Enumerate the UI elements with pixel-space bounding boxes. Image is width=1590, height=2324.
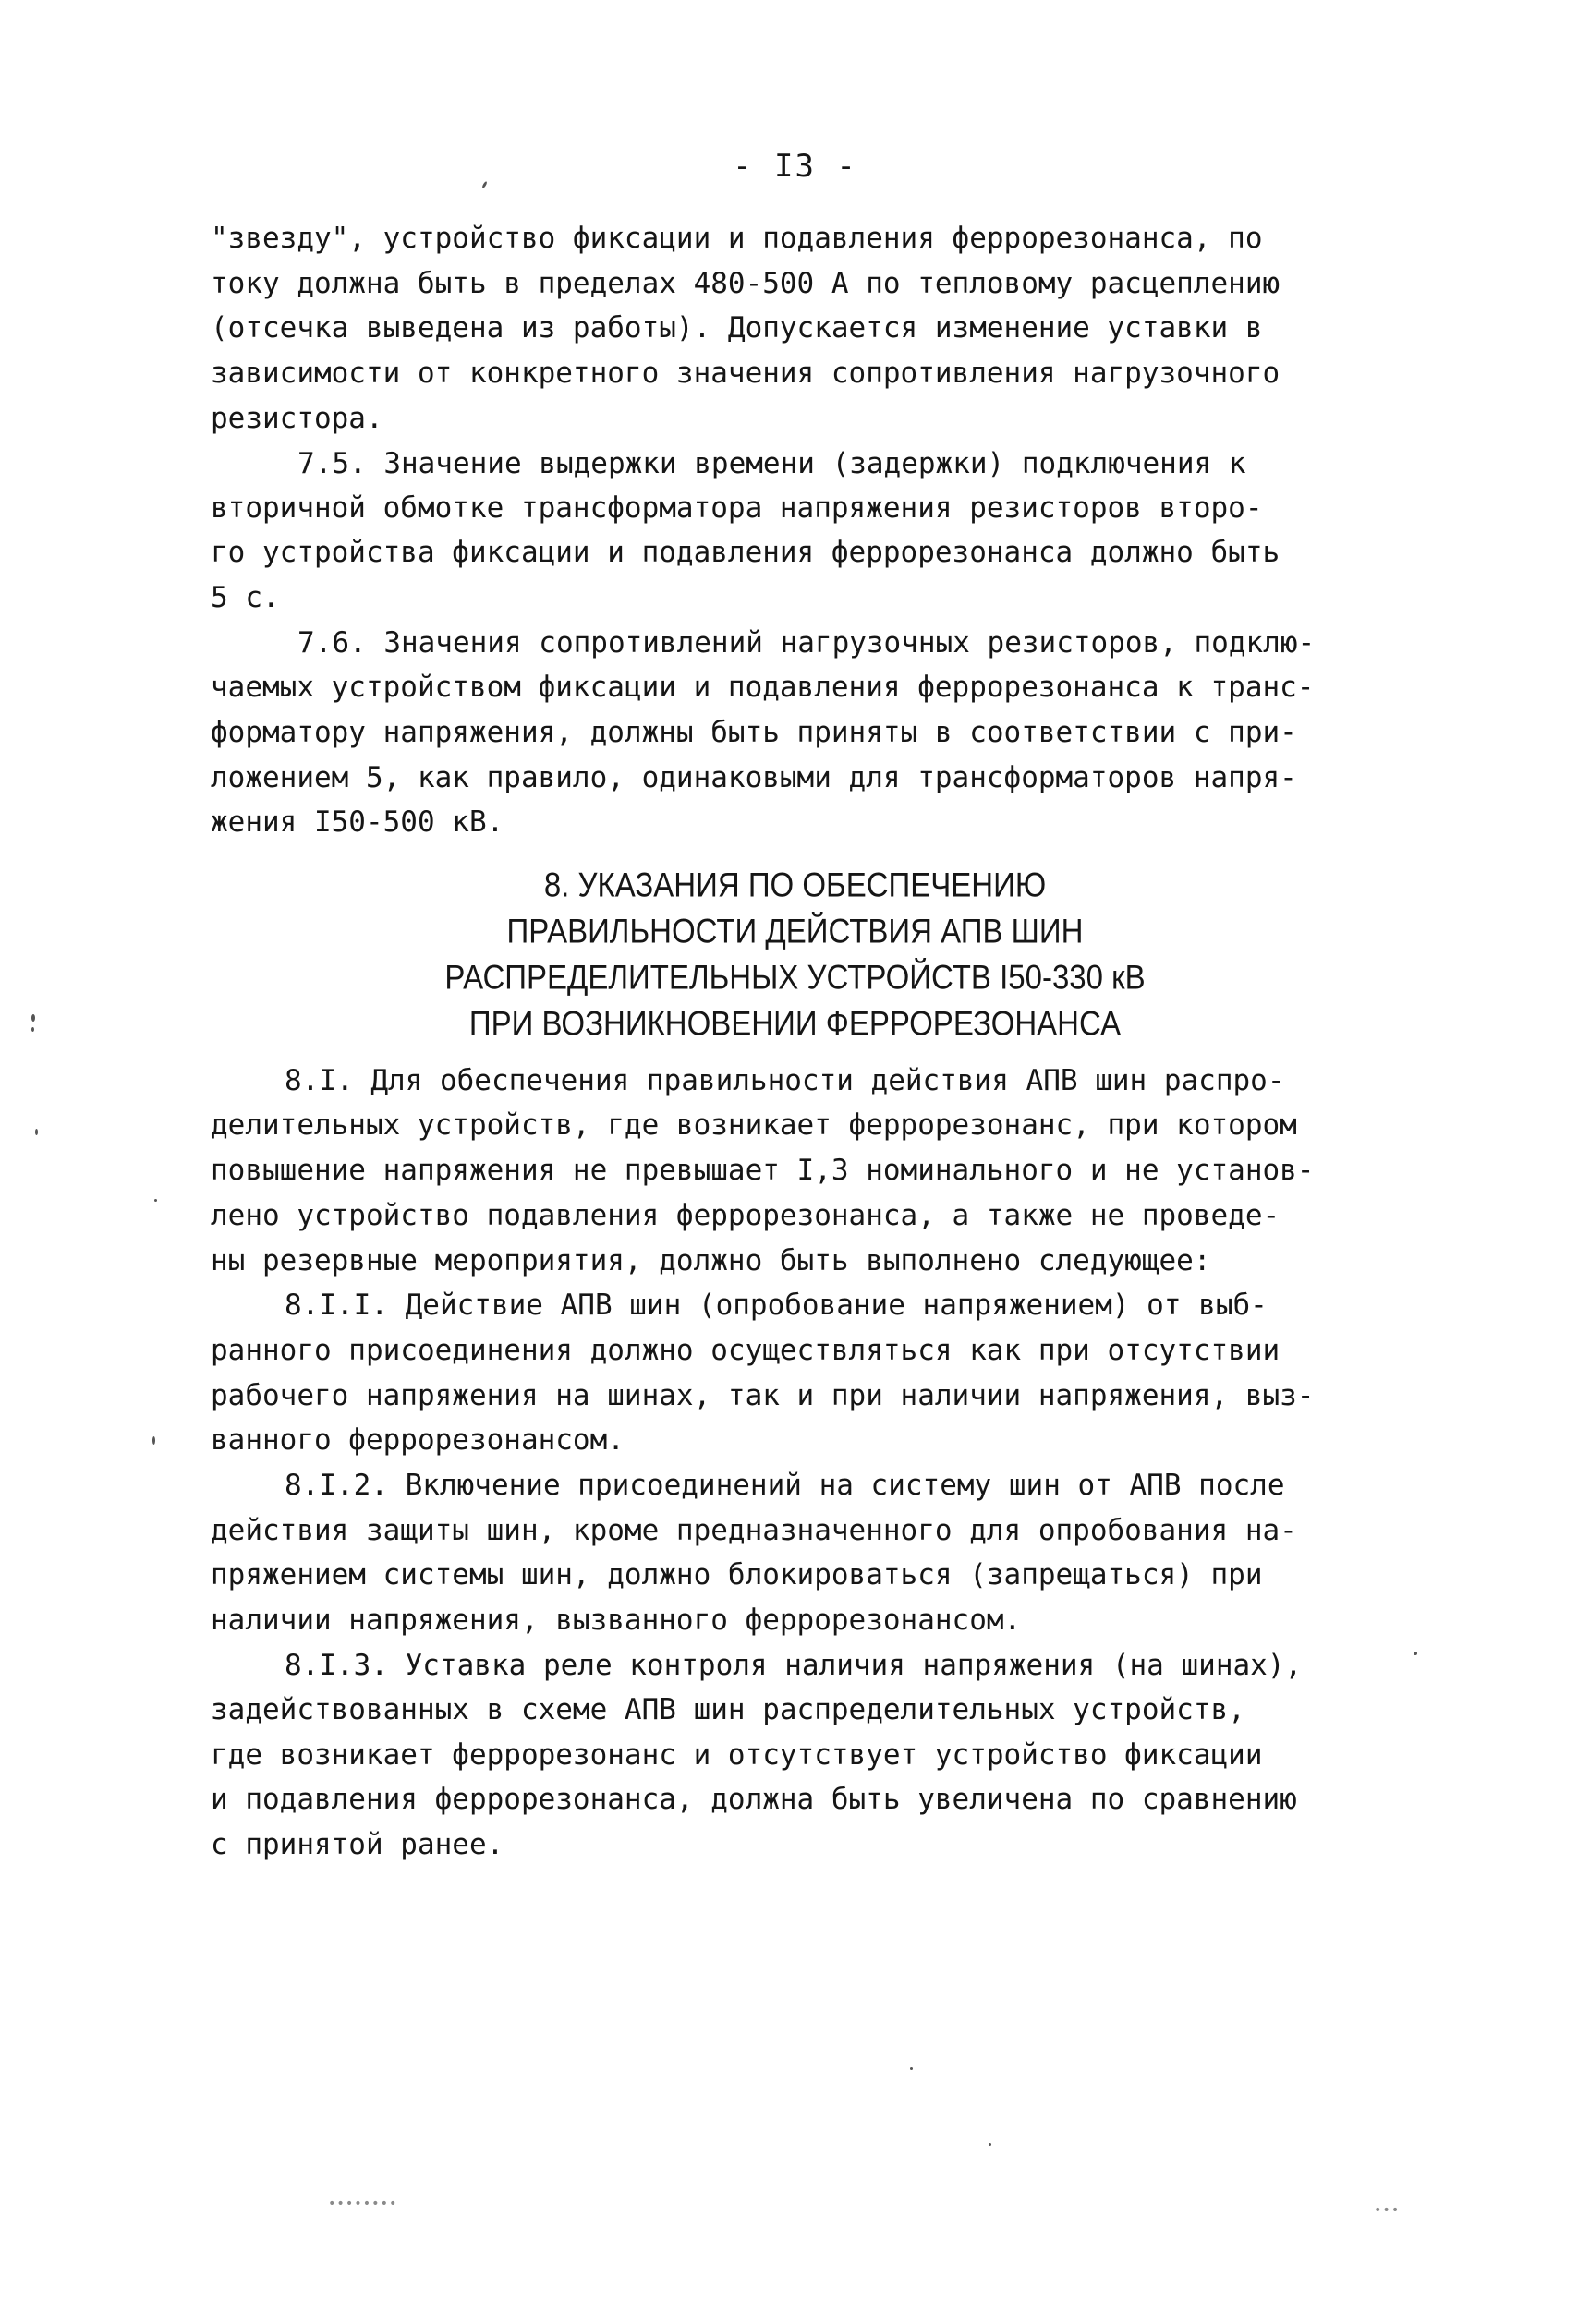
- text-line: вторичной обмотке трансформатора напряжения резисторов второ-: [211, 491, 1263, 525]
- scan-speck: [35, 1129, 38, 1135]
- text-line: "звезду", устройство фиксации и подавления феррорезонанса, по: [211, 222, 1263, 255]
- text-line: повышение напряжения не превышает I,3 номинального и не установ-: [211, 1154, 1315, 1187]
- text-line: 7.5. Значение выдержки времени (задержки) подключения к: [297, 447, 1246, 480]
- text-line: и подавления феррорезонанса, должна быть увеличена по сравнению: [211, 1783, 1297, 1816]
- text-line: зависимости от конкретного значения сопротивления нагрузочного: [211, 357, 1280, 390]
- text-line: ранного присоединения должно осуществляться как при отсутствии: [211, 1334, 1280, 1367]
- section-heading-line: РАСПРЕДЕЛИТЕЛЬНЫХ УСТРОЙСТВ I50-330 кВ: [444, 957, 1146, 997]
- text-line: задействованных в схеме АПВ шин распределительных устройств,: [211, 1693, 1245, 1726]
- section-heading-line: ПРАВИЛЬНОСТИ ДЕЙСТВИЯ АПВ ШИН: [506, 911, 1084, 950]
- text-line: ны резервные мероприятия, должно быть выполнено следующее:: [211, 1244, 1211, 1277]
- text-line: действия защиты шин, кроме предназначенного для опробования на-: [211, 1514, 1297, 1547]
- text-line: 5 с.: [211, 581, 280, 614]
- text-line: ложением 5, как правило, одинаковыми для трансформаторов напря-: [211, 761, 1297, 794]
- scan-speck: [989, 2143, 991, 2146]
- text-line: ванного феррорезонансом.: [211, 1423, 625, 1457]
- text-line: наличии напряжения, вызванного феррорезонансом.: [211, 1604, 1022, 1637]
- text-line: (отсечка выведена из работы). Допускается изменение уставки в: [211, 311, 1263, 345]
- text-line: рабочего напряжения на шинах, так и при наличии напряжения, выз-: [211, 1379, 1315, 1412]
- section-heading-line: 8. УКАЗАНИЯ ПО ОБЕСПЕЧЕНИЮ: [543, 865, 1047, 904]
- text-line: жения I50-500 кВ.: [211, 805, 504, 839]
- text-line: где возникает феррорезонанс и отсутствует устройство фиксации: [211, 1738, 1263, 1772]
- text-line: току должна быть в пределах 480-500 А по тепловому расцеплению: [211, 267, 1280, 300]
- scan-speck: [152, 1436, 155, 1445]
- scan-smudge: ••••••••: [328, 2197, 398, 2211]
- text-line: резистора.: [211, 402, 383, 435]
- text-line: с принятой ранее.: [211, 1828, 504, 1861]
- text-line: 7.6. Значения сопротивлений нагрузочных резисторов, подклю-: [297, 626, 1316, 660]
- text-line: форматору напряжения, должны быть приняты в соответствии с при-: [211, 716, 1297, 749]
- text-line: 8.I.I. Действие АПВ шин (опробование напряжением) от выб-: [285, 1289, 1268, 1322]
- scan-speck: [910, 2067, 913, 2070]
- scan-smudge: •••: [1374, 2203, 1401, 2218]
- text-line: делительных устройств, где возникает феррорезонанс, при котором: [211, 1108, 1297, 1142]
- scan-speck: [154, 1199, 157, 1202]
- text-line: лено устройство подавления феррорезонанса, а также не проведе-: [211, 1199, 1280, 1232]
- text-line: чаемых устройством фиксации и подавления феррорезонанса к транс-: [211, 671, 1315, 704]
- text-line: пряжением системы шин, должно блокироваться (запрещаться) при: [211, 1558, 1263, 1592]
- text-line: 8.I.3. Уставка реле контроля наличия напряжения (на шинах),: [285, 1649, 1303, 1682]
- scan-speck: [1414, 1652, 1417, 1655]
- section-heading-line: ПРИ ВОЗНИКНОВЕНИИ ФЕРРОРЕЗОНАНСА: [468, 1003, 1122, 1043]
- scan-speck: [31, 1014, 35, 1022]
- text-line: го устройства фиксации и подавления феррорезонанса должно быть: [211, 536, 1280, 569]
- text-line: 8.I.2. Включение присоединений на систему шин от АПВ после: [285, 1469, 1285, 1502]
- text-line: 8.I. Для обеспечения правильности действия АПВ шин распро-: [285, 1064, 1285, 1097]
- scan-speck: [31, 1027, 34, 1032]
- page-number: - I3 -: [733, 148, 857, 185]
